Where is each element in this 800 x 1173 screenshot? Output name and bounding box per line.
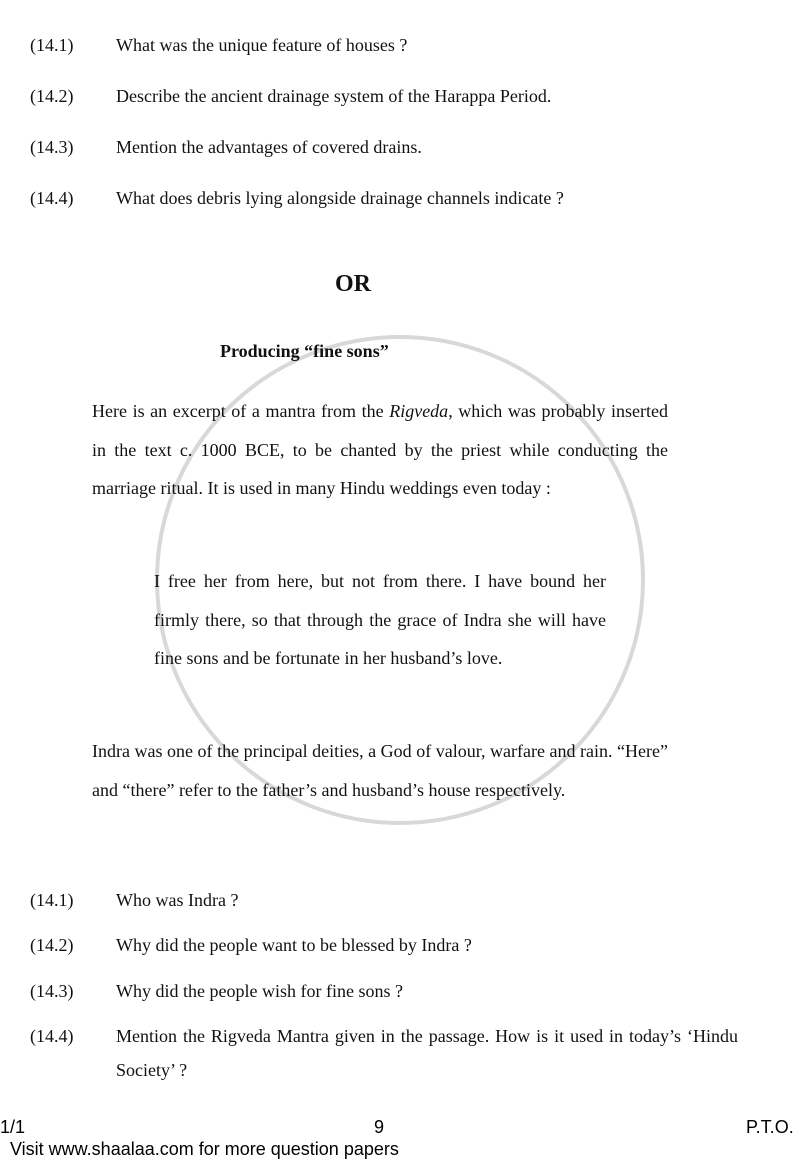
question-text: Why did the people want to be blessed by Indra ? bbox=[116, 935, 472, 955]
question-number: (14.4) bbox=[30, 1026, 74, 1046]
or-divider: OR bbox=[335, 271, 371, 297]
intro-paragraph bbox=[92, 392, 668, 508]
page-number: 9 bbox=[374, 1117, 385, 1137]
mantra-quote: I free her from here, but not from there. I have bound her firmly there, so that through the grace of Indra she will have fine sons and be fortunate in her husband’s love. bbox=[154, 571, 606, 668]
question-text: Mention the advantages of covered drains. bbox=[116, 137, 422, 157]
question-number: (14.3) bbox=[30, 137, 74, 157]
question-number: (14.1) bbox=[30, 890, 74, 910]
question-text: Why did the people wish for fine sons ? bbox=[116, 981, 403, 1001]
rigveda-italic: Rigveda bbox=[389, 401, 449, 421]
question-text: What was the unique feature of houses ? bbox=[116, 35, 408, 55]
question-text: What does debris lying alongside drainage channels indicate ? bbox=[116, 188, 564, 208]
section-heading: Producing “fine sons” bbox=[220, 341, 389, 361]
intro-text-end: , which was probably inserted in the text c. 1000 BCE, to be chanted by the priest while conducting the marriage ritual. It is used in many Hindu weddings even today : bbox=[92, 401, 668, 498]
question-number: (14.4) bbox=[30, 188, 74, 208]
pto-label: P.T.O. bbox=[746, 1117, 794, 1137]
question-number: (14.3) bbox=[30, 981, 74, 1001]
visit-link[interactable]: Visit www.shaalaa.com for more question papers bbox=[10, 1139, 399, 1159]
question-text: Who was Indra ? bbox=[116, 890, 239, 910]
footer-code: 1/1 bbox=[0, 1117, 26, 1137]
question-text: Mention the Rigveda Mantra given in the passage. How is it used in today’s ‘Hindu Society’ ? bbox=[116, 1026, 738, 1080]
question-number: (14.1) bbox=[30, 35, 74, 55]
question-number: (14.2) bbox=[30, 86, 74, 106]
question-text: Describe the ancient drainage system of the Harappa Period. bbox=[116, 86, 552, 106]
explanation-paragraph: Indra was one of the principal deities, a God of valour, warfare and rain. “Here” and “there” refer to the father’s and husband’s house respectively. bbox=[92, 741, 668, 800]
question-number: (14.2) bbox=[30, 935, 74, 955]
intro-text: Here is an excerpt of a mantra from the bbox=[92, 401, 390, 421]
